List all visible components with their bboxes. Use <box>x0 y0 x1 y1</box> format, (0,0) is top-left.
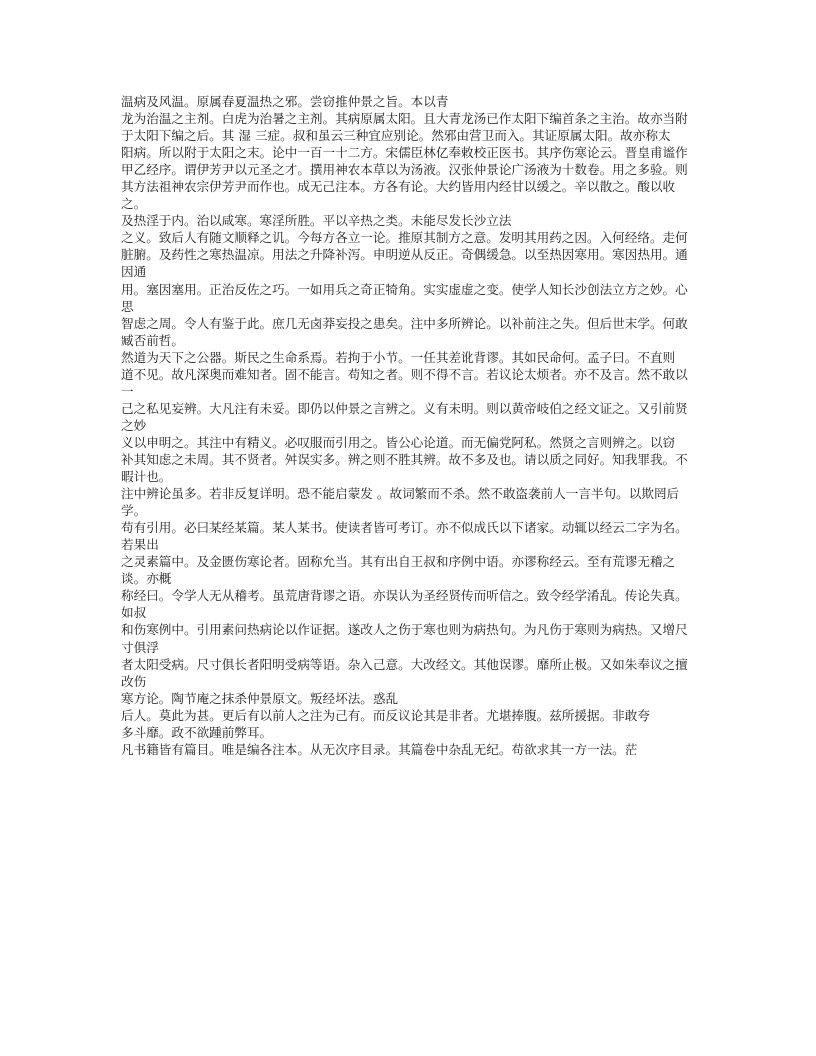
text-line-14: 己之私见妄辨。大凡注有未妥。即仍以仲景之言辨之。义有未明。则以黄帝岐伯之经文证之。又引前贤之妙 <box>121 400 688 433</box>
text-line-1: 温病及风温。原属春夏温热之邪。尝窃推仲景之旨。本以青 <box>121 94 449 109</box>
text-line-25: 多斗靡。政不欲踵前弊耳。 <box>121 724 273 740</box>
text-line-10: 用。塞因塞用。正治反佐之巧。一如用兵之奇正犄角。实实虚虚之变。使学人知长沙创法立方之妙。心思 <box>121 281 688 314</box>
text-line-16: 补其知虑之未周。其不贤者。舛误实多。辨之则不胜其辨。故不多及也。请以质之同好。知我罪我。不暇计也。 <box>121 451 688 485</box>
text-line-19: 之灵素篇中。及金匮伤寒论者。固称允当。其有出自王叔和序例中语。亦谬称经云。至有荒谬无稽之谈。亦概 <box>121 554 676 587</box>
text-line-26: 凡书籍皆有篇目。唯是编各注本。从无次序目录。其篇卷中杂乱无纪。苟欲求其一方一法。茫 <box>121 741 638 757</box>
text-line-20: 称经曰。令学人无从稽考。虽荒唐背谬之语。亦误认为圣经贤传而听信之。致令经学淆乱。传论失真。如叔 <box>121 588 688 621</box>
document-page <box>121 93 696 758</box>
text-line-21: 和伤寒例中。引用素问热病论以作证据。遂改人之伤于寒也则为病热句。为凡伤于寒则为病热。又增尺寸俱浮 <box>121 622 688 655</box>
text-line-18: 苟有引用。必曰某经某篇。某人某书。使读者皆可考订。亦不似成氏以下诸家。动辄以经云二字为名。若果出 <box>121 520 688 553</box>
text-line-13: 道不见。故凡深奥而难知者。固不能言。苟知之者。则不得不言。若议论太烦者。亦不及言。然不敢以一 <box>121 366 688 399</box>
text-line-11: 智虑之周。令人有鉴于此。庶几无卤莽妄投之患矣。注中多所辨论。以补前注之失。但后世末学。何敢臧否前哲。 <box>121 315 688 348</box>
text-line-3: 于太阳下编之后。其 湿 三症。叔和虽云三种宜应别论。然邪由营卫而入。其证原属太阳。故亦称太 <box>121 128 671 144</box>
text-line-7: 及热淫于内。治以咸寒。寒淫所胜。平以辛热之类。未能尽发长沙立法 <box>121 213 512 229</box>
text-line-5: 甲乙经序。谓伊芳尹以元圣之才。撰用神农本草以为汤液。汉张仲景论广汤液为十数卷。用之多验。则 <box>121 162 688 178</box>
text-line-2: 龙为治温之主剂。白虎为治暑之主剂。其病原属太阳。且大青龙汤已作太阳下编首条之主治。故亦当附 <box>121 111 688 127</box>
text-line-9: 脏腑。及药性之寒热温凉。用法之升降补泻。申明逆从反正。奇偶缓急。以至热因寒用。寒因热用。通因通 <box>121 247 688 280</box>
text-line-24: 后人。莫此为甚。更后有以前人之注为己有。而反议论其是非者。尤堪捧腹。兹所援据。非敢夸 <box>121 707 650 723</box>
text-line-22: 者太阳受病。尺寸俱长者阳明受病等语。杂入己意。大改经文。其他误谬。靡所止极。又如朱奉议之擅改伤 <box>121 656 688 689</box>
text-line-17: 注中辨论虽多。若非反复详明。恐不能启蒙发 。故词繁而不杀。然不敢盗袭前人一言半句。以欺罔后学。 <box>121 486 680 519</box>
text-line-8: 之义。致后人有随文顺释之讥。今每方各立一论。推原其制方之意。发明其用药之因。入何经络。走何 <box>121 230 688 246</box>
text-line-4: 阳病。所以附于太阳之末。论中一百一十二方。宋儒臣林亿奉敕校正医书。其序伤寒论云。晋皇甫谧作 <box>121 145 688 161</box>
text-line-23: 寒方论。陶节庵之抹杀仲景原文。叛经坏法。惑乱 <box>121 690 399 706</box>
text-line-15: 义以申明之。其注中有精义。必叹服而引用之。皆公心论道。而无偏党阿私。然贤之言则辨之。以窃 <box>121 434 676 450</box>
text-line-12: 然道为天下之公器。斯民之生命系焉。若拘于小节。一任其差讹背谬。其如民命何。孟子曰。不直则 <box>121 349 676 365</box>
text-line-6: 其方法祖神农宗伊芳尹而作也。成无己注本。方各有论。大约皆用内经甘以缓之。辛以散之。酸以收之。 <box>121 179 676 212</box>
